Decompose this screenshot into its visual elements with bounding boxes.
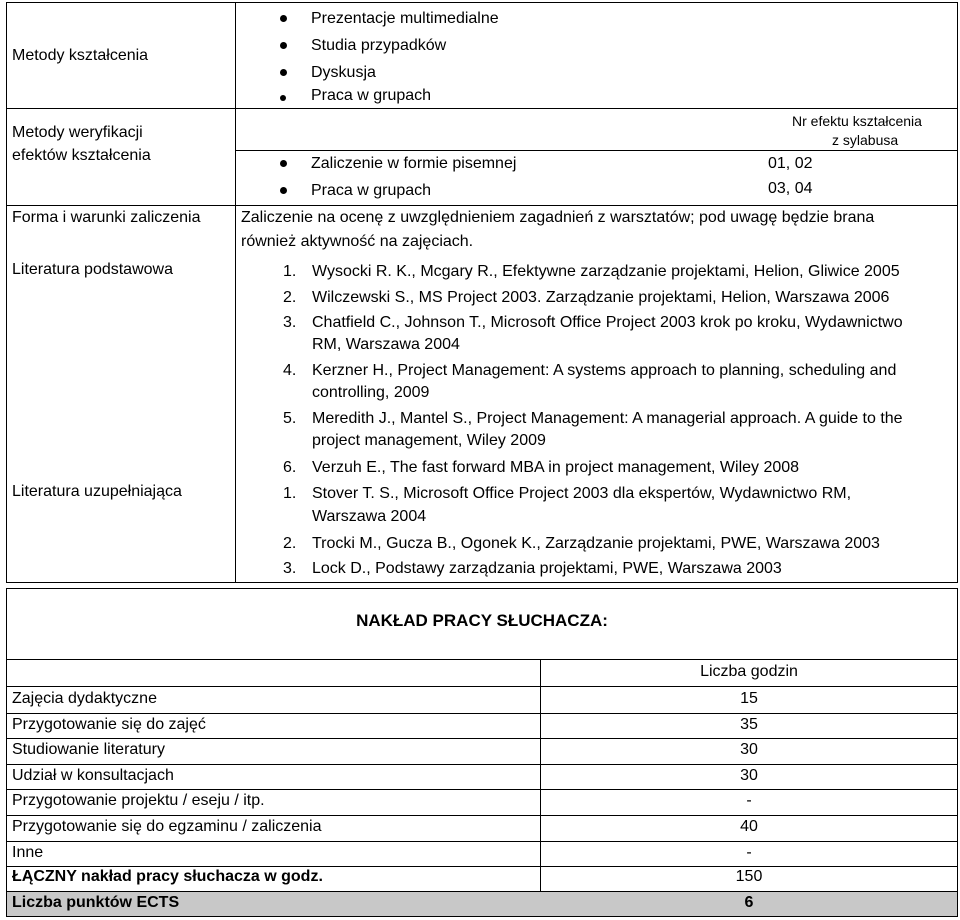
verification-item: Zaliczenie w formie pisemnej	[311, 155, 517, 172]
workload-table-border-right	[957, 659, 958, 917]
workload-title-border-top	[6, 588, 958, 589]
literature-number: 2.	[283, 535, 297, 552]
workload-row-hours: 15	[740, 690, 758, 707]
workload-header-divider	[6, 686, 958, 687]
workload-row-label: Przygotowanie się do egzaminu / zaliczenia	[12, 818, 322, 835]
conditions-text-line2: również aktywność na zajęciach.	[241, 233, 474, 250]
workload-row-hours: 40	[740, 818, 758, 835]
verification-label-line1: Metody weryfikacji	[12, 124, 143, 141]
column-divider	[235, 2, 236, 583]
literature-number: 3.	[283, 314, 297, 331]
methods-label: Metody kształcenia	[12, 47, 149, 64]
workload-row-divider	[6, 764, 958, 765]
basic-literature-label: Literatura podstawowa	[12, 261, 173, 278]
conditions-text-line1: Zaliczenie na ocenę z uwzględnieniem zagadnień z warsztatów; pod uwagę będzie brana	[241, 209, 875, 226]
workload-row-divider	[6, 815, 958, 816]
workload-title: NAKŁAD PRACY SŁUCHACZA:	[356, 611, 608, 630]
bullet-icon	[280, 15, 287, 22]
literature-number: 6.	[283, 459, 297, 476]
workload-row-label: Przygotowanie projektu / eseju / itp.	[12, 792, 265, 809]
workload-row-label: Zajęcia dydaktyczne	[12, 690, 157, 707]
conditions-label: Forma i warunki zaliczenia	[12, 209, 201, 226]
literature-entry: Meredith J., Mantel S., Project Management: A managerial approach. A guide to the	[312, 410, 903, 427]
literature-number: 1.	[283, 263, 297, 280]
literature-entry: Verzuh E., The fast forward MBA in project management, Wiley 2008	[312, 459, 800, 476]
bullet-icon	[280, 160, 287, 167]
table-border-top	[6, 2, 958, 3]
literature-entry-continued: RM, Warszawa 2004	[312, 336, 460, 353]
workload-row-hours: -	[746, 844, 752, 861]
method-item: Praca w grupach	[311, 87, 432, 104]
workload-row-hours: 35	[740, 716, 758, 733]
verification-header-divider	[235, 150, 957, 151]
literature-number: 2.	[283, 289, 297, 306]
method-item: Dyskusja	[311, 64, 376, 81]
literature-entry: Chatfield C., Johnson T., Microsoft Office Project 2003 krok po kroku, Wydawnictwo	[312, 314, 903, 331]
bullet-icon	[280, 95, 286, 101]
ects-value: 6	[744, 894, 754, 911]
literature-number: 3.	[283, 560, 297, 577]
workload-row-hours: 30	[740, 741, 758, 758]
hours-column-header: Liczba godzin	[700, 663, 798, 680]
bullet-icon	[280, 187, 287, 194]
supplementary-literature-label: Literatura uzupełniająca	[12, 483, 182, 500]
bullet-icon	[280, 42, 287, 49]
verification-codes: 01, 02	[768, 155, 813, 172]
literature-entry-continued: controlling, 2009	[312, 384, 430, 401]
workload-title-border-bottom	[6, 659, 958, 660]
method-item: Prezentacje multimedialne	[311, 10, 499, 27]
workload-row-hours: 30	[740, 767, 758, 784]
row-divider-verification	[6, 205, 958, 206]
literature-number: 1.	[283, 485, 297, 502]
total-workload-label: ŁĄCZNY nakład pracy słuchacza w godz.	[12, 868, 323, 885]
ects-label: Liczba punktów ECTS	[12, 894, 180, 911]
literature-entry: Lock D., Podstawy zarządzania projektami, PWE, Warszawa 2003	[312, 560, 782, 577]
row-divider-methods	[6, 108, 958, 109]
table-border-bottom	[6, 582, 958, 583]
workload-row-label: Inne	[12, 844, 44, 861]
literature-number: 4.	[283, 362, 297, 379]
method-item: Studia przypadków	[311, 37, 447, 54]
verification-label-line2: efektów kształcenia	[12, 147, 151, 164]
literature-entry-continued: Warszawa 2004	[312, 508, 427, 525]
workload-row-divider	[6, 713, 958, 714]
workload-row-label: Przygotowanie się do zajęć	[12, 716, 206, 733]
literature-number: 5.	[283, 410, 297, 427]
verification-codes: 03, 04	[768, 180, 813, 197]
workload-row-divider	[6, 738, 958, 739]
literature-entry: Stover T. S., Microsoft Office Project 2003 dla ekspertów, Wydawnictwo RM,	[312, 485, 852, 502]
workload-row-label: Studiowanie literatury	[12, 741, 165, 758]
literature-entry: Wysocki R. K., Mcgary R., Efektywne zarządzanie projektami, Helion, Gliwice 2005	[312, 263, 900, 280]
workload-table-border-left	[6, 659, 7, 917]
table-border-left	[6, 2, 7, 583]
bullet-icon	[280, 69, 287, 76]
total-workload-value: 150	[735, 868, 763, 885]
workload-row-divider	[6, 789, 958, 790]
literature-entry: Wilczewski S., MS Project 2003. Zarządzanie projektami, Helion, Warszawa 2006	[312, 289, 890, 306]
workload-row-label: Udział w konsultacjach	[12, 767, 174, 784]
workload-row-hours: -	[746, 792, 752, 809]
literature-entry: Kerzner H., Project Management: A systems approach to planning, scheduling and	[312, 362, 897, 379]
workload-row-divider	[6, 841, 958, 842]
effect-number-header-line1: Nr efektu kształcenia	[792, 113, 922, 129]
verification-item: Praca w grupach	[311, 182, 432, 199]
effect-number-header-line2: z sylabusa	[832, 132, 899, 148]
workload-table-border-bottom	[6, 916, 958, 917]
literature-entry: Trocki M., Gucza B., Ogonek K., Zarządzanie projektami, PWE, Warszawa 2003	[312, 535, 880, 552]
table-border-right	[957, 2, 958, 583]
literature-entry-continued: project management, Wiley 2009	[312, 432, 546, 449]
